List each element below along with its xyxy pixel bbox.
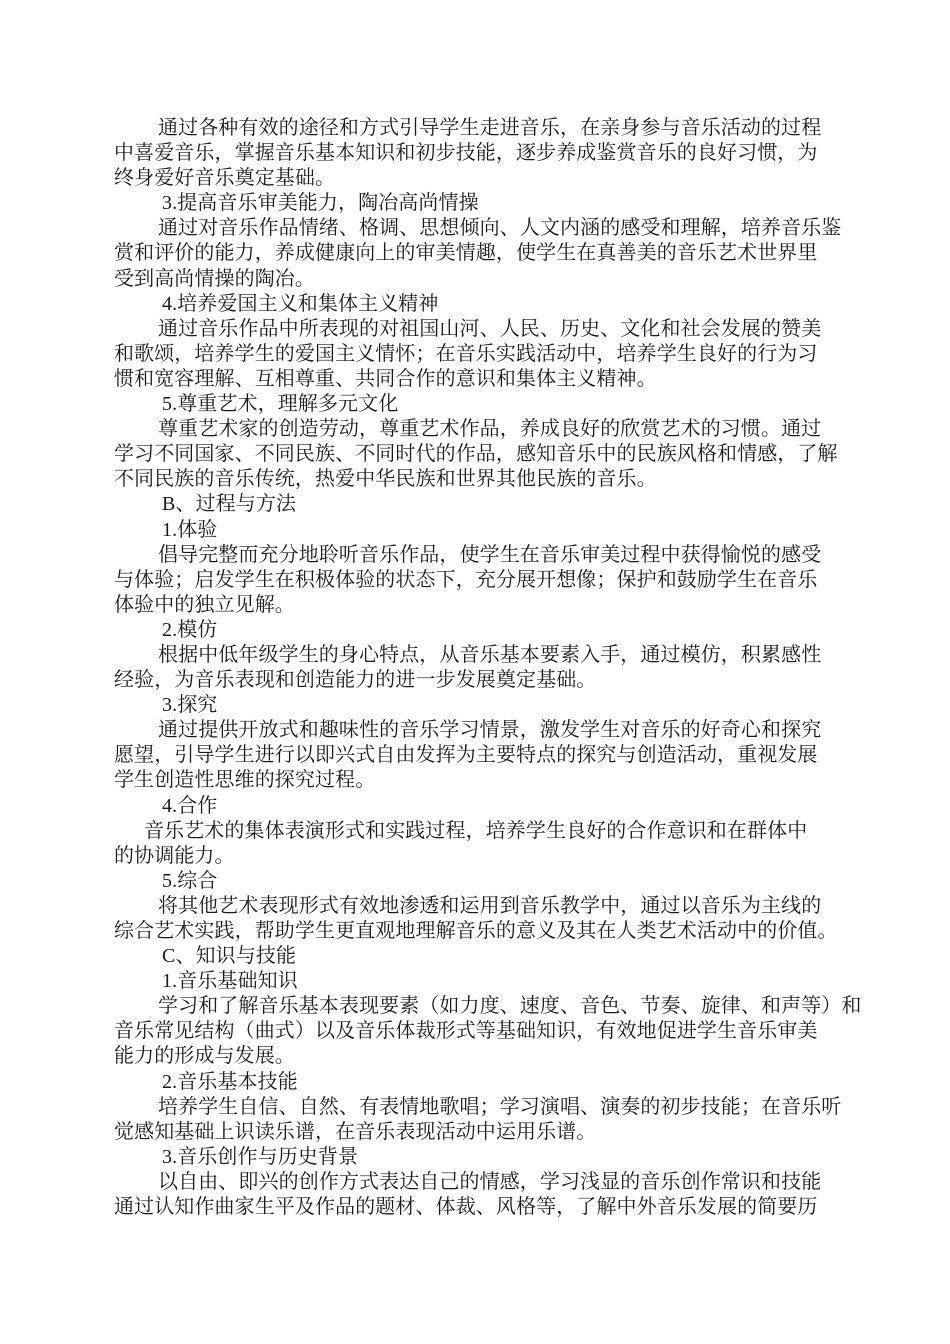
text-line: 3.音乐创作与历史背景 <box>162 1145 359 1168</box>
text-line: 中喜爱音乐，掌握音乐基本知识和初步技能，逐步养成鉴赏音乐的良好习惯，为 <box>114 142 818 165</box>
text-line: 和歌颂，培养学生的爱国主义情怀；在音乐实践活动中，培养学生良好的行为习 <box>114 342 818 365</box>
text-line: 音乐常见结构（曲式）以及音乐体裁形式等基础知识，有效地促进学生音乐审美 <box>114 1020 818 1043</box>
text-line: 5.综合 <box>162 869 218 892</box>
text-line: 终身爱好音乐奠定基础。 <box>114 167 336 190</box>
text-line: 以自由、即兴的创作方式表达自己的情感，学习浅显的音乐创作常识和技能 <box>158 1170 822 1193</box>
text-line: 惯和宽容理解、互相尊重、共同合作的意识和集体主义精神。 <box>114 367 657 390</box>
text-line: 通过各种有效的途径和方式引导学生走进音乐，在亲身参与音乐活动的过程 <box>158 117 822 139</box>
text-line: 尊重艺术家的创造劳动，尊重艺术作品，养成良好的欣赏艺术的习惯。通过 <box>158 418 822 441</box>
text-line: 1.音乐基础知识 <box>162 970 298 993</box>
text-line: 通过音乐作品中所表现的对祖国山河、人民、历史、文化和社会发展的赞美 <box>158 317 822 340</box>
text-line: 3.提高音乐审美能力，陶冶高尚情操 <box>162 192 479 215</box>
text-line: 受到高尚情操的陶冶。 <box>114 267 315 290</box>
text-line: 音乐艺术的集体表演形式和实践过程，培养学生良好的合作意识和在群体中 <box>144 819 808 842</box>
text-line: 通过对音乐作品情绪、格调、思想倾向、人文内涵的感受和理解，培养音乐鉴 <box>158 217 842 240</box>
text-line: 赏和评价的能力，养成健康向上的审美情趣，使学生在真善美的音乐艺术世界里 <box>114 242 818 265</box>
text-line: 培养学生自信、自然、有表情地歌唱；学习演唱、演奏的初步技能；在音乐听 <box>158 1095 842 1118</box>
text-line: 愿望，引导学生进行以即兴式自由发挥为主要特点的探究与创造活动，重视发展 <box>114 744 818 767</box>
text-line: 根据中低年级学生的身心特点，从音乐基本要素入手，通过模仿，积累感性 <box>158 643 822 666</box>
text-line: 4.培养爱国主义和集体主义精神 <box>162 292 439 315</box>
text-line: B、过程与方法 <box>162 493 297 516</box>
text-line: 学习不同国家、不同民族、不同时代的作品，感知音乐中的民族风格和情感，了解 <box>114 443 838 466</box>
text-line: 学生创造性思维的探究过程。 <box>114 769 376 792</box>
text-line: 1.体验 <box>162 518 218 541</box>
document-page <box>114 116 862 1220</box>
text-line: 2.音乐基本技能 <box>162 1070 298 1093</box>
text-line: 能力的形成与发展。 <box>114 1045 295 1068</box>
text-line: 觉感知基础上识读乐谱，在音乐表现活动中运用乐谱。 <box>114 1120 597 1143</box>
text-line: 将其他艺术表现形式有效地渗透和运用到音乐教学中，通过以音乐为主线的 <box>158 894 822 917</box>
text-line: 2.模仿 <box>162 618 218 641</box>
text-line: 3.探究 <box>162 694 218 717</box>
text-line: 5.尊重艺术，理解多元文化 <box>162 393 399 416</box>
text-line: 体验中的独立见解。 <box>114 593 295 616</box>
text-line: 通过认知作曲家生平及作品的题材、体裁、风格等，了解中外音乐发展的简要历 <box>114 1196 818 1219</box>
text-line: 的协调能力。 <box>114 844 235 867</box>
text-line: 4.合作 <box>162 794 218 817</box>
text-line: 学习和了解音乐基本表现要素（如力度、速度、音色、节奏、旋律、和声等）和 <box>158 995 862 1018</box>
text-line: 综合艺术实践，帮助学生更直观地理解音乐的意义及其在人类艺术活动中的价值。 <box>114 920 838 942</box>
text-line: 不同民族的音乐传统，热爱中华民族和世界其他民族的音乐。 <box>114 468 657 491</box>
text-line: 通过提供开放式和趣味性的音乐学习情景，激发学生对音乐的好奇心和探究 <box>158 719 822 742</box>
text-line: 经验，为音乐表现和创造能力的进一步发展奠定基础。 <box>114 669 597 692</box>
text-line: 与体验；启发学生在积极体验的状态下，充分展开想像；保护和鼓励学生在音乐 <box>114 568 818 591</box>
text-line: 倡导完整而充分地聆听音乐作品，使学生在音乐审美过程中获得愉悦的感受 <box>158 543 822 566</box>
text-line: C、知识与技能 <box>162 945 297 968</box>
